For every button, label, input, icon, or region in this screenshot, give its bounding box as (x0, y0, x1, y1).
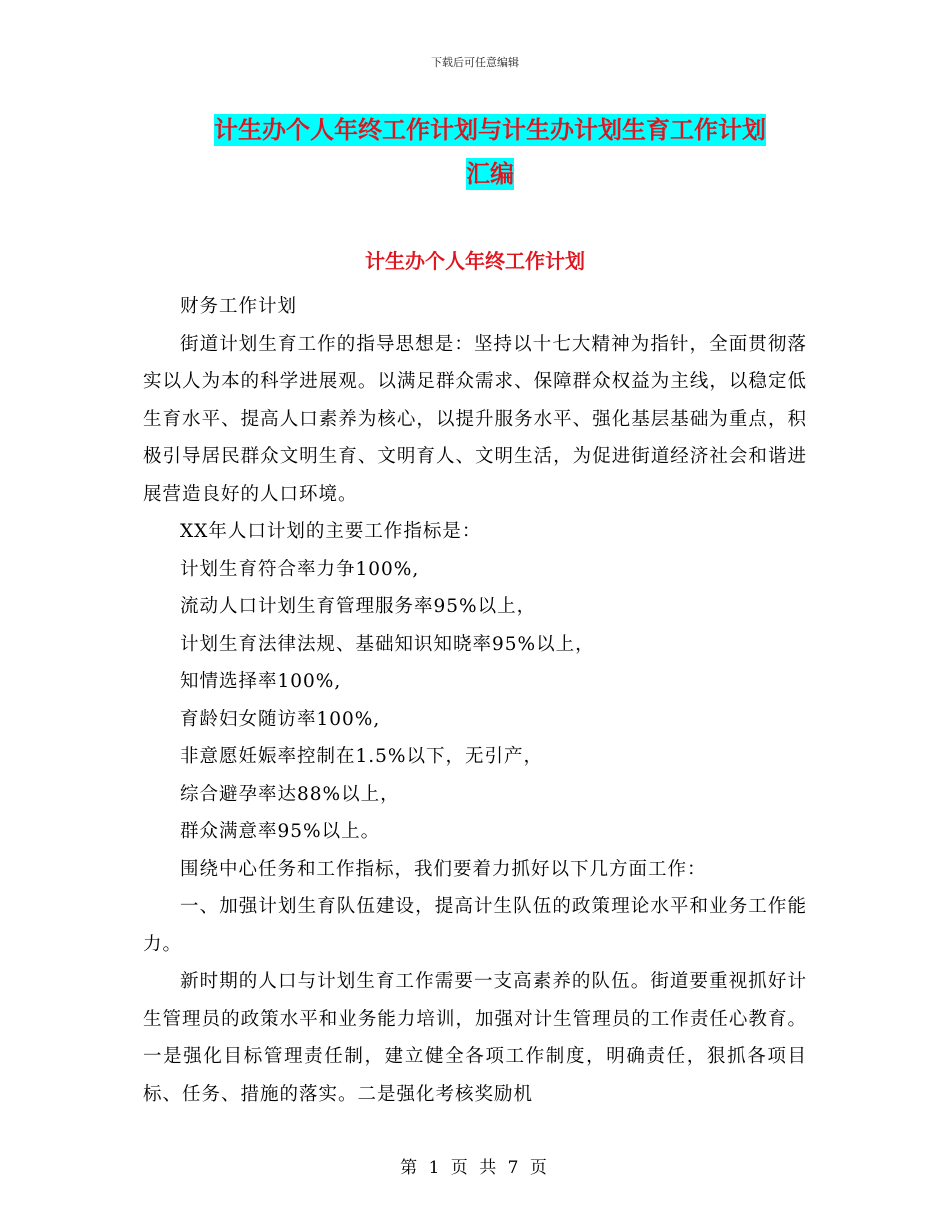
paragraph: 围绕中心任务和工作指标，我们要着力抓好以下几方面工作： (180, 858, 707, 880)
paragraph: 综合避孕率达88%以上， (180, 783, 400, 805)
paragraph: 新时期的人口与计划生育工作需要一支高素养的队伍。街道要重视抓好计生管理员的政策水平和业务能力培训，加强对计生管理员的工作责任心教育。一是强化目标管理责任制，建立健全各项工作制度，明确责任，狠抓各项目标、任务、措施的落实。二是强化考核奖励机 (143, 971, 807, 1105)
section-title: 计生办个人年终工作计划 (365, 249, 585, 273)
document-title-line1: 计生办个人年终工作计划与计生办计划生育工作计划 (214, 116, 766, 144)
paragraph: XX年人口计划的主要工作指标是： (180, 521, 482, 542)
header-note: 下载后可任意编辑 (431, 56, 519, 69)
paragraph: 一、加强计划生育队伍建设，提高计生队伍的政策理论水平和业务工作能力。 (143, 896, 807, 955)
paragraph: 育龄妇女随访率100%, (180, 708, 381, 730)
footer-page-number: 1 (428, 1158, 443, 1178)
paragraph: 财务工作计划 (180, 296, 298, 317)
footer-page-unit: 页 (450, 1158, 471, 1178)
footer-total-label: 共 (479, 1158, 500, 1178)
paragraph: 计划生育法律法规、基础知识知晓率95%以上， (180, 633, 595, 655)
footer-total-pages: 7 (507, 1158, 522, 1178)
body-text (143, 288, 807, 1113)
paragraph: 知情选择率100%, (180, 671, 342, 692)
paragraph: 街道计划生育工作的指导思想是：坚持以十七大精神为指针，全面贯彻落实以人为本的科学进展观。以满足群众需求、保障群众权益为主线，以稳定低生育水平、提高人口素养为核心，以提升服务水平、强化基层基础为重点，积极引导居民群众文明生育、文明育人、文明生活，为促进街道经济社会和谐进展营造良好的人口环境。 (143, 333, 807, 505)
document-title-line2: 汇编 (466, 160, 514, 188)
footer-page-label: 第 (400, 1158, 421, 1178)
paragraph: 计划生育符合率力争100%, (180, 558, 420, 580)
paragraph: 非意愿妊娠率控制在1.5%以下，无引产， (180, 746, 544, 767)
paragraph: 群众满意率95%以上。 (180, 821, 381, 842)
paragraph: 流动人口计划生育管理服务率95%以上， (180, 596, 537, 617)
footer-total-unit: 页 (529, 1158, 550, 1178)
document-title (140, 108, 840, 196)
page-footer (0, 1153, 950, 1178)
